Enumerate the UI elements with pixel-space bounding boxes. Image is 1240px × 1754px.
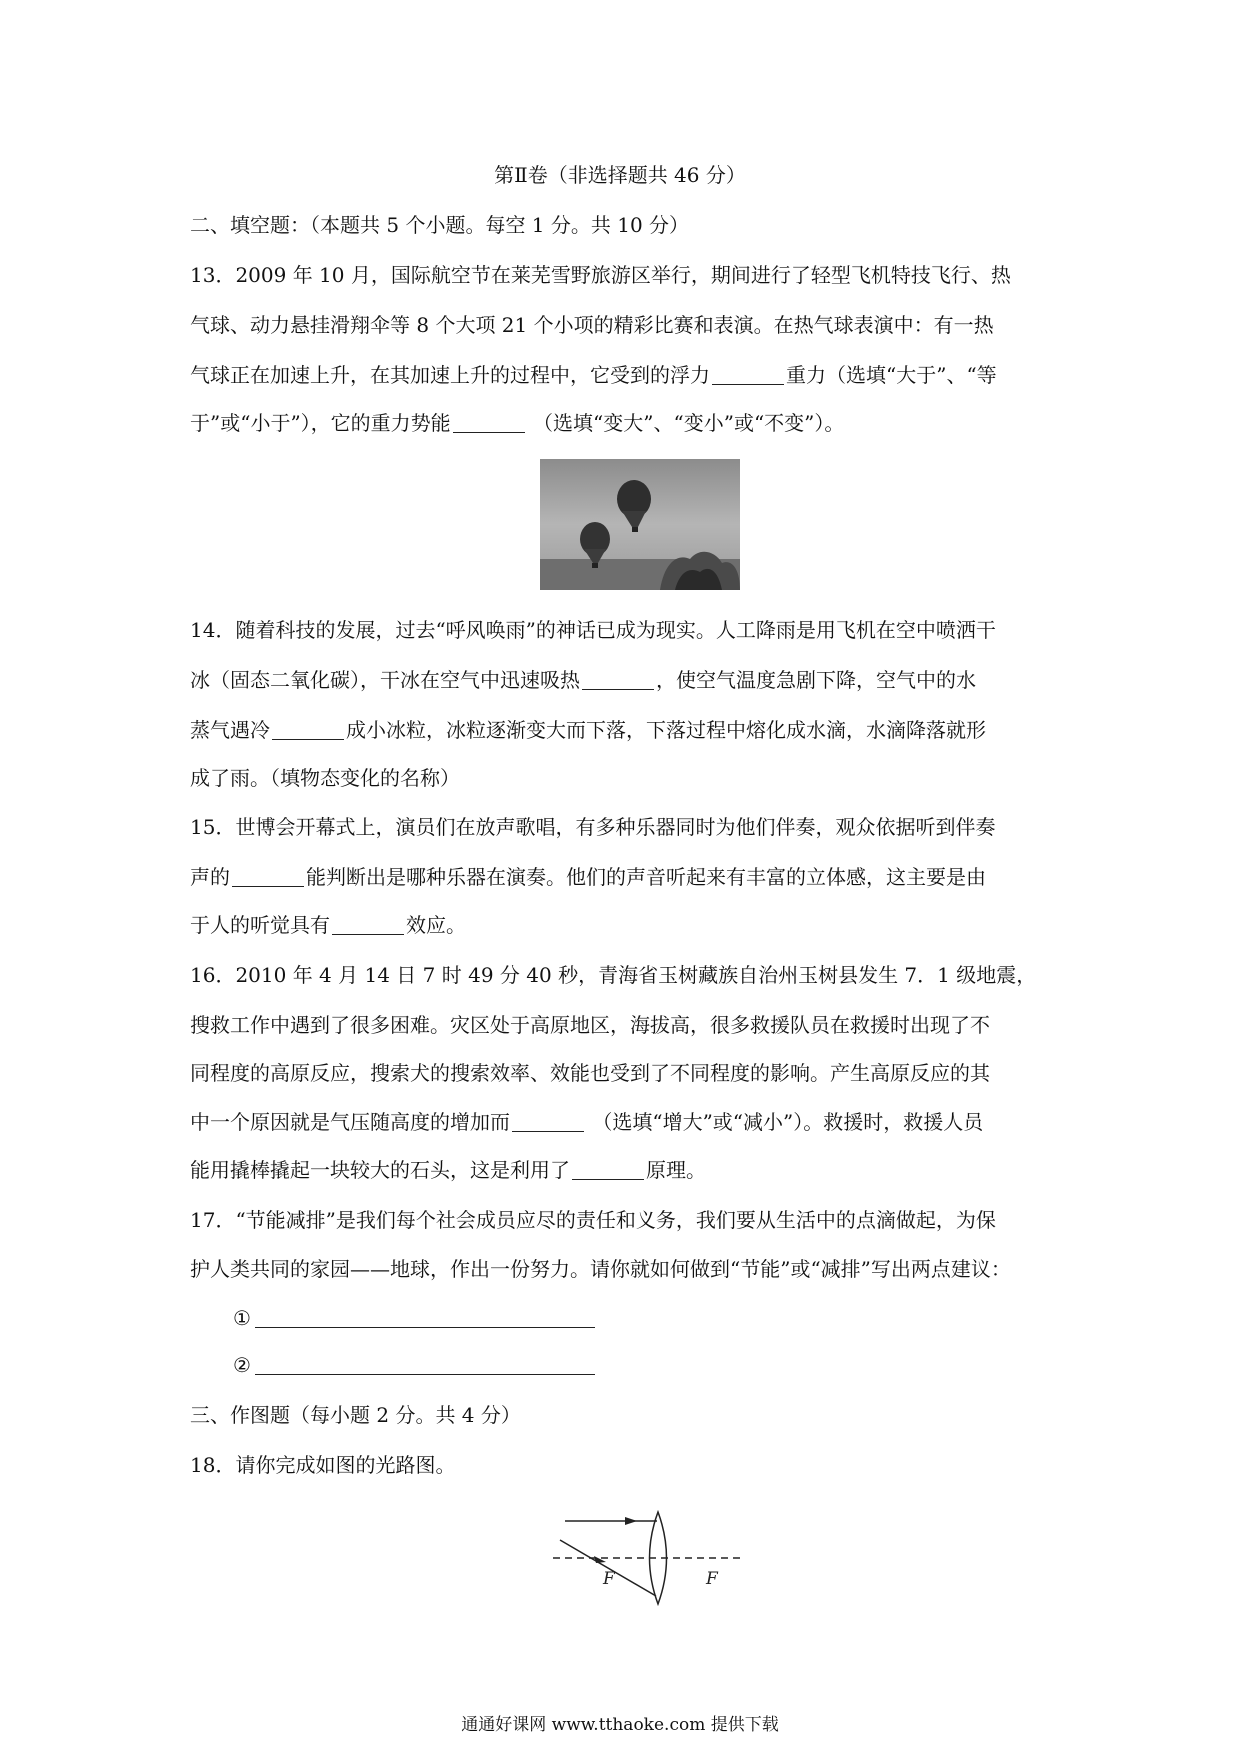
q14-blank2[interactable] <box>272 719 344 740</box>
q13-line4-text-b: （选填“变大”、“变小”或“不变”）。 <box>533 411 845 435</box>
q15-line3-text-a: 于人的听觉具有 <box>190 913 330 937</box>
q17-option2 <box>233 1350 1103 1380</box>
q17-answer1-blank[interactable] <box>255 1307 595 1328</box>
ray-arrow-icon <box>594 1556 606 1563</box>
q14-line2-text-a: 冰（固态二氧化碳），干冰在空气中迅速吸热 <box>190 668 580 692</box>
q14-line2-text-b: ，使空气温度急剧下降，空气中的水 <box>656 668 976 692</box>
q13-line3-text-b: 重力（选填“大于”、“等 <box>786 363 997 387</box>
q15-line1: 15．世博会开幕式上，演员们在放声歌唱，有多种乐器同时为他们伴奏，观众依据听到伴奏 <box>190 815 996 839</box>
q16-line5 <box>190 1155 1060 1185</box>
q13-line3 <box>190 360 1060 390</box>
q16-line1: 16．2010 年 4 月 14 日 7 时 49 分 40 秒，青海省玉树藏族自治州玉树县发生 7．1 级地震， <box>190 963 1037 987</box>
q14-line3-text-a: 蒸气遇冷 <box>190 718 270 742</box>
q16-line5-text-a: 能用撬棒撬起一块较大的石头，这是利用了 <box>190 1158 570 1182</box>
q16-line4-text-a: 中一个原因就是气压随高度的增加而 <box>190 1110 510 1134</box>
q16-line3: 同程度的高原反应，搜索犬的搜索效率、效能也受到了不同程度的影响。产生高原反应的其 <box>190 1061 990 1085</box>
footer-source: 通通好课网 www.tthaoke.com 提供下载 <box>461 1715 779 1735</box>
hot-air-balloon-photo <box>540 459 740 590</box>
section3-heading: 三、作图题（每小题 2 分。共 4 分） <box>190 1403 521 1427</box>
q17-line2: 护人类共同的家园——地球，作出一份努力。请你就如何做到“节能”或“减排”写出两点建议： <box>190 1257 1011 1281</box>
focus-right-label: F <box>706 1569 718 1589</box>
paper-title: 第Ⅱ卷（非选择题共 46 分） <box>494 163 746 187</box>
q17-option1-marker: ① <box>233 1306 251 1330</box>
q13-blank2[interactable] <box>453 412 525 433</box>
q17-option1 <box>233 1303 1103 1333</box>
q15-line2 <box>190 862 1060 892</box>
q16-blank1[interactable] <box>512 1111 584 1132</box>
q14-line1: 14．随着科技的发展，过去“呼风唤雨”的神话已成为现实。人工降雨是用飞机在空中喷洒干 <box>190 618 996 642</box>
q13-line3-text-a: 气球正在加速上升，在其加速上升的过程中，它受到的浮力 <box>190 363 710 387</box>
section2-heading: 二、填空题：（本题共 5 个小题。每空 1 分。共 10 分） <box>190 213 690 237</box>
q15-line2-text-b: 能判断出是哪种乐器在演奏。他们的声音听起来有丰富的立体感，这主要是由 <box>306 865 986 889</box>
q15-line3-text-b: 效应。 <box>406 913 466 937</box>
q14-line2 <box>190 665 1060 695</box>
q15-line3 <box>190 910 1060 940</box>
q16-line5-text-b: 原理。 <box>646 1158 706 1182</box>
q14-line4: 成了雨。（填物态变化的名称） <box>190 766 460 790</box>
q17-line1: 17．“节能减排”是我们每个社会成员应尽的责任和义务，我们要从生活中的点滴做起，为保 <box>190 1208 996 1232</box>
q13-line1: 13．2009 年 10 月，国际航空节在莱芜雪野旅游区举行，期间进行了轻型飞机特技飞行、热 <box>190 263 1011 287</box>
focus-left-label: F <box>603 1569 615 1589</box>
q16-line4-text-b: （选填“增大”或“减小”）。救援时，救援人员 <box>592 1110 984 1134</box>
q14-blank1[interactable] <box>582 669 654 690</box>
q16-line4 <box>190 1107 1060 1137</box>
q14-line3 <box>190 715 1060 745</box>
q15-line2-text-a: 声的 <box>190 865 230 889</box>
q13-line2: 气球、动力悬挂滑翔伞等 8 个大项 21 个小项的精彩比赛和表演。在热气球表演中：有一热 <box>190 313 994 337</box>
q16-blank2[interactable] <box>572 1159 644 1180</box>
q15-blank2[interactable] <box>332 914 404 935</box>
q16-line2: 搜救工作中遇到了很多困难。灾区处于高原地区，海拔高，很多救援队员在救援时出现了不 <box>190 1013 990 1037</box>
q13-line4-text-a: 于”或“小于”），它的重力势能 <box>190 411 451 435</box>
q17-answer2-blank[interactable] <box>255 1354 595 1375</box>
q15-blank1[interactable] <box>232 866 304 887</box>
ray-arrow-icon <box>625 1517 637 1525</box>
convex-lens-diagram <box>545 1500 745 1610</box>
q18-text: 18．请你完成如图的光路图。 <box>190 1453 456 1477</box>
q13-blank1[interactable] <box>712 364 784 385</box>
q14-line3-text-b: 成小冰粒，冰粒逐渐变大而下落，下落过程中熔化成水滴，水滴降落就形 <box>346 718 986 742</box>
q13-line4 <box>190 408 1060 438</box>
q17-option2-marker: ② <box>233 1353 251 1377</box>
